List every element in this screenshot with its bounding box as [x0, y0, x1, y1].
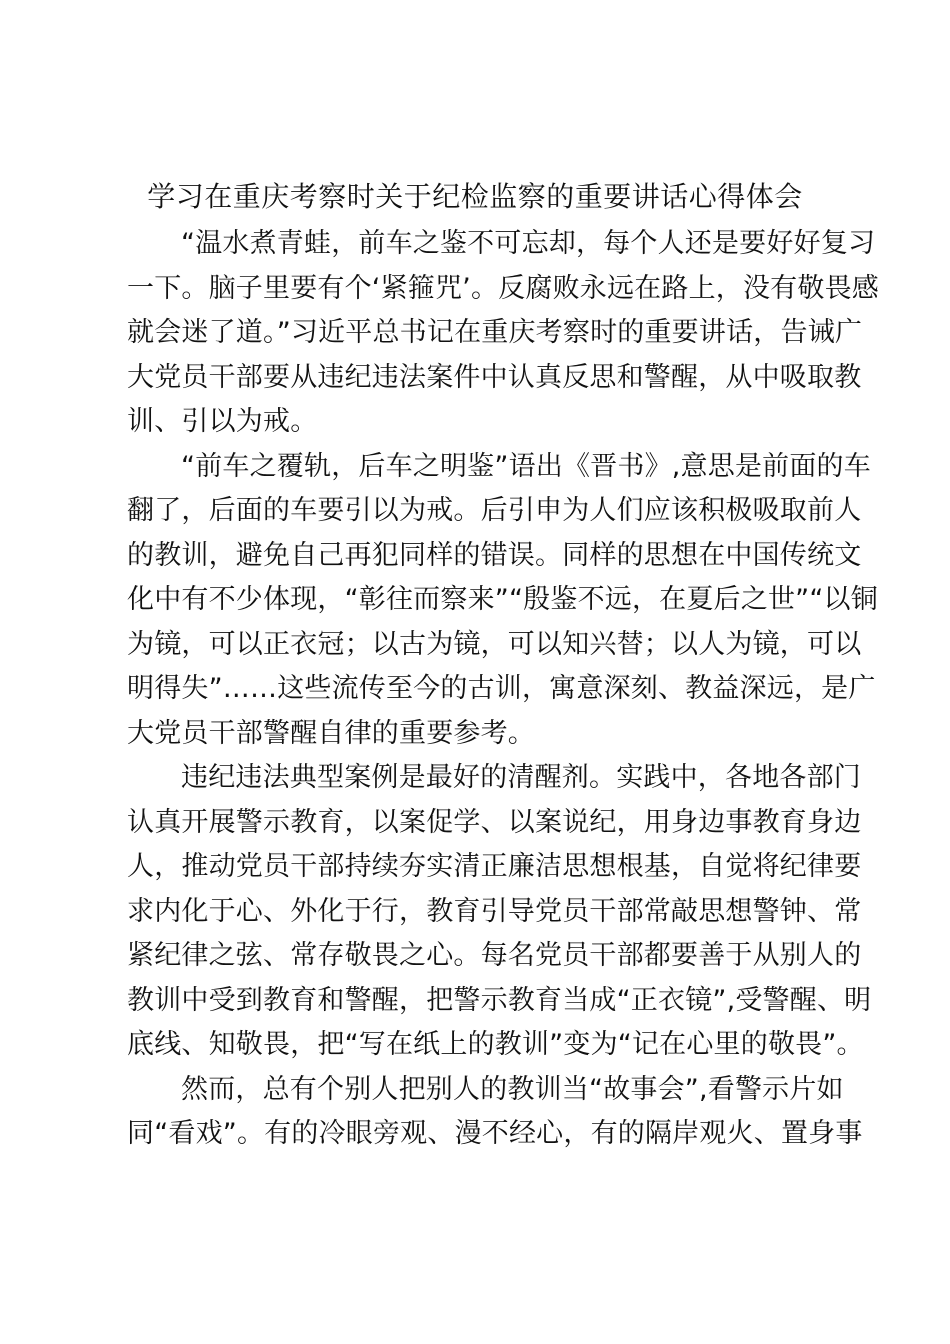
text-line: 明得失”……这些流传至今的古训，寓意深刻、教益深远，是广: [127, 673, 876, 704]
text-line: 同“看戏”。有的冷眼旁观、漫不经心，有的隔岸观火、置身事: [127, 1118, 863, 1149]
paragraph-1: [127, 222, 879, 445]
text-line: 大党员干部要从违纪违法案件中认真反思和警醒，从中吸取教: [127, 361, 862, 393]
text-line: 化中有不少体现，“彰往而察来”“殷鉴不远，在夏后之世”“以铜: [127, 584, 878, 615]
text-line: 一下。脑子里要有个‘紧箍咒’。反腐败永远在路上，没有敬畏感: [127, 272, 879, 304]
text-line: 紧纪律之弦、常存敬畏之心。每名党员干部都要善于从别人的: [127, 940, 862, 971]
document-body: [127, 222, 879, 1157]
text-line: 底线、知敬畏，把“写在纸上的教训”变为“记在心里的敬畏”。: [127, 1029, 864, 1060]
paragraph-4: [127, 1068, 863, 1157]
text-line: 人，推动党员干部持续夯实清正廉洁思想根基，自觉将纪律要: [127, 851, 862, 882]
paragraph-3: [127, 756, 872, 1068]
text-line: 认真开展警示教育，以案促学、以案说纪，用身边事教育身边: [127, 806, 862, 838]
text-line: 就会迷了道。”习近平总书记在重庆考察时的重要讲话，告诫广: [127, 317, 863, 348]
text-line: 教训中受到教育和警醒，把警示教育当成“正衣镜”,受警醒、明: [127, 984, 872, 1016]
paragraph-2: [127, 445, 878, 757]
text-line: 训、引以为戒。: [127, 406, 318, 437]
text-line: 大党员干部警醒自律的重要参考。: [127, 717, 535, 749]
text-line: 违纪违法典型案例是最好的清醒剂。实践中，各地各部门: [181, 762, 861, 793]
text-line: 翻了，后面的车要引以为戒。后引申为人们应该积极吸取前人: [127, 495, 862, 526]
document-title: 学习在重庆考察时关于纪检监察的重要讲话心得体会: [147, 180, 803, 213]
text-line: “温水煮青蛙，前车之鉴不可忘却，每个人还是要好好复习: [181, 228, 876, 259]
text-line: 为镜，可以正衣冠；以古为镜，可以知兴替；以人为镜，可以: [127, 628, 862, 660]
text-line: 求内化于心、外化于行，教育引导党员干部常敲思想警钟、常: [127, 895, 862, 927]
text-line: 然而，总有个别人把别人的教训当“故事会”,看警示片如: [181, 1073, 844, 1105]
text-line: 的教训，避免自己再犯同样的错误。同样的思想在中国传统文: [127, 539, 862, 571]
text-line: “前车之覆轨，后车之明鉴”语出《晋书》,意思是前面的车: [181, 450, 871, 482]
